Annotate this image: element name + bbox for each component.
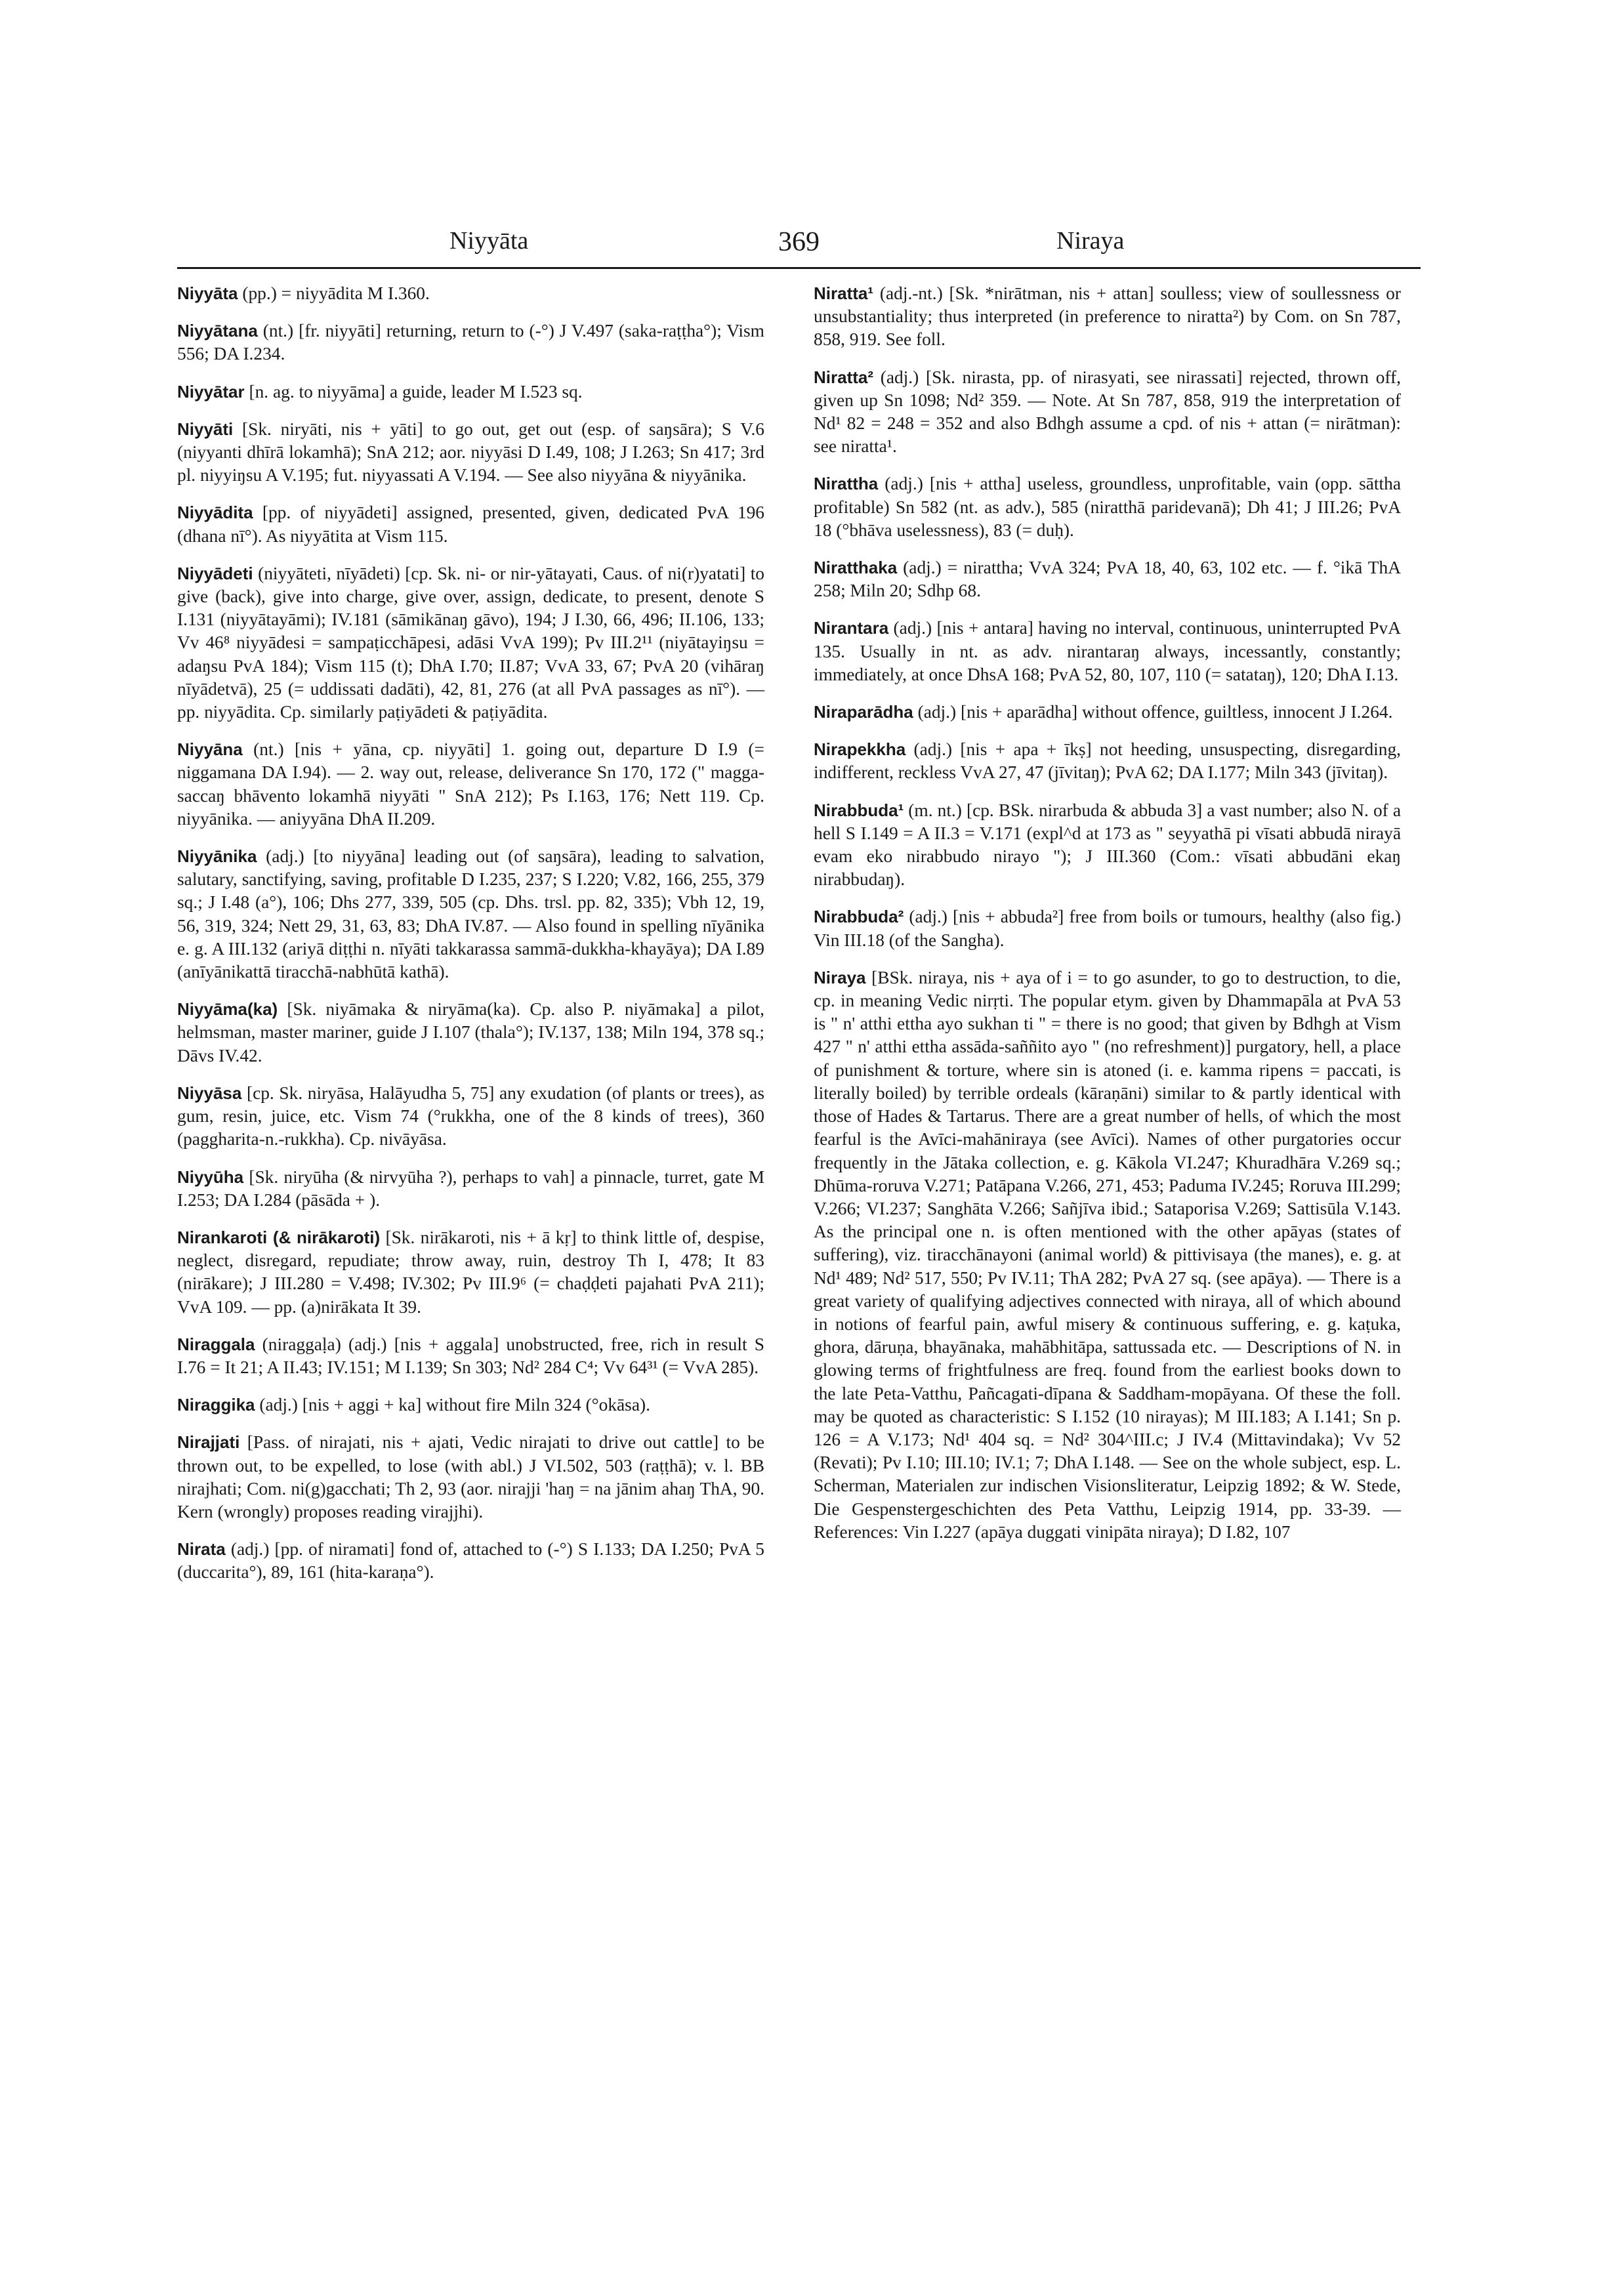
entry-text: (adj.) [nis + attha] useless, groundless, unprofitable, vain (opp. sāttha profitable) Sn 582 (nt. as adv.), 585 (niratthā paridevanā); Dh 41; J III.26; PvA 18 (°bhāva uselessness), 83 (= duḥ). [814,474,1401,540]
entry-text: (adj.) [nis + apa + īkṣ] not heeding, unsuspecting, disregarding, indifferent, reckless VvA 27, 47 (jīvitaŋ); PvA 62; DA I.177; Miln 343 (jīvitaŋ). [814,739,1401,783]
headword: Nirapekkha [814,739,906,760]
entry-text: (adj.) [Sk. nirasta, pp. of nirasyati, see nirassati] rejected, thrown off, given up Sn 1098; Nd² 359. — Note. At Sn 787, 858, 919 the interpretation of Nd¹ 82 = 248 = 352 and also Bdhgh assume a cpd. of nis + attan (= nirātman): see niratta¹. [814,367,1401,457]
entry-text: [Sk. niryūha (& nirvyūha ?), perhaps to vah] a pinnacle, turret, gate M I.253; DA I.284 (pāsāda + ). [177,1167,764,1210]
dictionary-entry [177,845,764,983]
headword: Nirabbuda² [814,907,904,927]
headword: Niratthaka [814,558,898,578]
headword: Niyyātar [177,381,245,402]
entry-text: [Pass. of nirajati, nis + ajati, Vedic nirajati to drive out cattle] to be thrown out, to be expelled, to lose (with abl.) J VI.502, 503 (raṭṭhā); v. l. BB nirajhati; Com. ni(g)gacchati; Th 2, 93 (aor. nirajji 'haŋ = na jānim ahaŋ ThA, 90. Kern (wrongly) proposes reading virajjhi). [177,1432,764,1521]
dictionary-entry [177,320,764,365]
headword: Niraggala [177,1334,255,1354]
headword: Niyyāsa [177,1083,242,1103]
entry-text: (m. nt.) [cp. BSk. nirarbuda & abbuda 3] a vast number; also N. of a hell S I.149 = A II.3 = V.171 (expl^d at 173 as " seyyathā pi vīsati abbudā nirayā evam eko nirabbudo nirayo "); J III.360 (Com.: vīsati abbudāni ekaŋ nirabbudaŋ). [814,800,1401,890]
headword: Niyyāti [177,419,234,439]
headword: Nirabbuda¹ [814,800,904,820]
headword: Niratta² [814,367,874,387]
dictionary-entry [177,1538,764,1584]
entry-text: (adj.) [nis + abbuda²] free from boils or tumours, healthy (also fig.) Vin III.18 (of the Sangha). [814,907,1401,950]
page-header [177,226,1421,266]
right-column [814,282,1401,1558]
entry-text: [Sk. nirākaroti, nis + ā kṛ] to think little of, despise, neglect, disregard, repudiate; throw away, ruin, destroy Th I, 478; It 83 (nirākare); J III.280 = V.498; IV.302; Pv III.9⁶ (= chaḍḍeti pajahati PvA 211); VvA 109. — pp. (a)nirākata It 39. [177,1227,764,1317]
headword: Nirata [177,1539,226,1560]
headword: Nirantara [814,618,889,638]
entry-text: (pp.) = niyyādita M I.360. [238,283,430,303]
dictionary-entry [177,418,764,487]
header-rule [177,267,1421,269]
dictionary-entry [814,366,1401,459]
headword: Niratta¹ [814,283,874,303]
entry-text: (nt.) [nis + yāna, cp. niyyāti] 1. going out, departure D I.9 (= niggamana DA I.94). — 2. way out, release, deliverance Sn 170, 172 (" magga-saccaŋ bhāvento lokamhā niyyāti " SnA 212); Ps I.163, 176; Nett 119. Cp. niyyānika. — aniyyāna DhA II.209. [177,739,764,829]
entry-text: [Sk. niryāti, nis + yāti] to go out, get out (esp. of saŋsāra); S V.6 (niyyanti dhīrā lokamhā); SnA 212; aor. niyyāsi D I.49, 108; J I.263; Sn 417; 3rd pl. niyyiŋsu A V.195; fut. niyyassati A V.194. — See also niyyāna & niyyānika. [177,419,764,486]
entry-text: (nt.) [fr. niyyāti] returning, return to (-°) J V.497 (saka-raṭṭha°); Vism 556; DA I.234. [177,321,764,364]
headword: Niratthа [814,474,879,494]
header-left-word: Niyyāta [449,227,529,255]
entry-text: (adj.-nt.) [Sk. *nirātman, nis + attan] soulless; view of soullessness or unsubstantiality; thus interpreted (in preference to niratta²) by Com. on Sn 787, 858, 919. See foll. [814,283,1401,350]
headword: Niyyāma(ka) [177,999,278,1020]
dictionary-entry [177,1394,764,1416]
entry-text: (adj.) [pp. of niramati] fond of, attached to (-°) S I.133; DA I.250; PvA 5 (duccarita°), 89, 161 (hita-karaṇa°). [177,1539,764,1582]
dictionary-entry [177,738,764,831]
dictionary-entry [177,381,764,403]
dictionary-entry [177,1431,764,1523]
page-number: 369 [778,227,820,257]
headword: Niyyāna [177,739,243,760]
headword: Niyyādita [177,503,253,523]
entry-text: [BSk. niraya, nis + aya of i = to go asunder, to go to destruction, to die, cp. in meaning Vedic nirṛti. The popular etym. given by Dhammapāla at PvA 53 is " n' atthi ettha ayo sukhan ti " = there is no good; that given by Bdhgh at Vism 427 " n' atthi ettha assāda-saññito ayo " (no refreshment)] purgatory, hell, a place of punishment & torture, where sin is atoned (i. e. kamma ripens = paccati, is literally boiled) by terrible ordeals (kāraṇāni) similar to & partly identical with those of Hades & Tartarus. There are a great number of hells, of which the most fearful is the Avīci-mahāniraya (see Avīci). Names of other purgatories occur frequently in the Jātaka collection, e. g. Kākola VI.247; Khuradhāra V.269 sq.; Dhūma-roruva V.271; Patāpana V.266, 271, 453; Paduma IV.245; Roruva III.299; V.266; VI.237; Sanghāta V.266; Sañjīva ibid.; Sataporisa V.269; Sattisūla V.143. As the principal one n. is often mentioned with the other apāyas (states of suffering), viz. tiracchānayoni (animal world) & pittivisaya (the manes), e. g. at Nd¹ 489; Nd² 517, 550; Pv IV.11; ThA 282; PvA 27 sq. (see apāya). — There is a great variety of qualifying adjectives connected with niraya, all of which abound in notions of fearful pain, awful misery & continuous suffering, e. g. kaṭuka, ghora, dāruṇa, bhayānaka, mahābhitāpa, sattussada etc. — Descriptions of N. in glowing terms of frightfulness are freq. found from the earliest books down to the late Peta-Vatthu, Pañcagati-dīpana & Saddham-mopāyana. Of these the foll. may be quoted as characteristic: S I.152 (10 nirayas); M III.183; A I.141; Sn p. 126 = A V.173; Nd¹ 404 sq. = Nd² 304^III.c; J IV.4 (Mittavindaka); Vv 52 (Revati); Pv I.10; III.10; IV.1; 7; DhA I.148. — See on the whole subject, esp. L. Scherman, Materialen zur indischen Visionsliteratur, Leipzig 1892; & W. Stede, Die Gespenstergeschichten des Peta Vatthu, Leipzig 1914, pp. 33-39. — References: Vin I.227 (apāya duggati vinipāta niraya); D I.82, 107 [814,967,1401,1542]
headword: Nirankaroti (& nirākaroti) [177,1227,381,1247]
dictionary-entry [177,1082,764,1151]
dictionary-entry [177,1166,764,1212]
dictionary-entry [814,966,1401,1544]
dictionary-entry [814,701,1401,724]
dictionary-entry [177,562,764,724]
headword: Niraggika [177,1395,255,1415]
entry-text: (niraggaḷa) (adj.) [nis + aggala] unobstructed, free, rich in result S I.76 = It 21; A II.43; IV.151; M I.139; Sn 303; Nd² 284 C⁴; Vv 64³¹ (= VvA 285). [177,1334,764,1377]
dictionary-entry [177,501,764,547]
headword: Nirajjati [177,1432,240,1453]
headword: Niraya [814,967,866,987]
dictionary-entry [814,905,1401,951]
entry-text: (niyyāteti, nīyādeti) [cp. Sk. ni- or nir-yātayati, Caus. of ni(r)yatati] to give (back), give into charge, give over, assign, dedicate, to present, denote S I.131 (niyyātayāmi); IV.181 (sāmikānaŋ gāvo), 194; J I.30, 66, 496; II.106, 133; Vv 46⁸ niyyādesi = sampaṭicchāpesi, adāsi VvA 199); Pv III.2¹¹ (niyātayiŋsu = adaŋsu PvA 184); Vism 115 (t); DhA I.70; II.87; VvA 33, 67; PvA 20 (vihāraŋ nīyādetvā), 25 (= uddissati dadāti), 42, 81, 276 (at all PvA passages as nī°). — pp. niyyādita. Cp. similarly paṭiyādeti & paṭiyādita. [177,563,764,722]
left-column [177,282,764,1599]
dictionary-entry [177,282,764,305]
headword: Niyyānika [177,846,257,867]
entry-text: [pp. of niyyādeti] assigned, presented, given, dedicated PvA 196 (dhana nī°). As niyyātita at Vism 115. [177,503,764,546]
entry-text: (adj.) [to niyyāna] leading out (of saŋsāra), leading to salvation, salutary, sanctifying, saving, profitable D I.235, 237; S I.220; V.82, 166, 255, 379 sq.; J I.48 (a°), 106; Dhs 277, 339, 505 (cp. Dhs. trsl. pp. 82, 335); Vbh 12, 19, 56, 319, 324; Nett 29, 31, 63, 83; DhA IV.87. — Also found in spelling nīyānika e. g. A III.132 (ariyā diṭṭhi n. nīyāti takkarassa sammā-dukkha-khayāya); DA I.89 (anīyānikattā tiracchā-nabhūtā kathā). [177,846,764,982]
dictionary-entry [814,617,1401,686]
dictionary-entry [177,1226,764,1319]
dictionary-entry [814,556,1401,602]
header-right-word: Niraya [1056,227,1125,255]
dictionary-entry [814,738,1401,784]
dictionary-entry [814,282,1401,352]
dictionary-entry [814,472,1401,542]
headword: Niraparādha [814,702,913,722]
entry-text: [cp. Sk. niryāsa, Halāyudha 5, 75] any exudation (of plants or trees), as gum, resin, juice, etc. Vism 74 (°rukkha, one of the 8 kinds of trees), 360 (paggharita-n.-rukkha). Cp. nivāyāsa. [177,1083,764,1149]
headword: Niyyūha [177,1167,244,1187]
entry-text: [Sk. niyāmaka & niryāma(ka). Cp. also P. niyāmaka] a pilot, helmsman, master mariner, guide J I.107 (thala°); IV.137, 138; Miln 194, 378 sq.; Dāvs IV.42. [177,999,764,1065]
headword: Niyyāta [177,283,238,303]
entry-text: (adj.) [nis + aparādha] without offence, guiltless, innocent J I.264. [913,702,1393,722]
dictionary-entry [814,799,1401,892]
entry-text: (adj.) [nis + aggi + ka] without fire Miln 324 (°okāsa). [255,1395,650,1415]
entry-text: (adj.) = nirattha; VvA 324; PvA 18, 40, 63, 102 etc. — f. °ikā ThA 258; Miln 20; Sdhp 68. [814,558,1401,601]
headword: Niyyātana [177,321,258,341]
dictionary-entry [177,1333,764,1379]
entry-text: [n. ag. to niyyāma] a guide, leader M I.523 sq. [244,381,583,402]
dictionary-entry [177,998,764,1067]
headword: Niyyādeti [177,563,253,583]
entry-text: (adj.) [nis + antara] having no interval, continuous, uninterrupted PvA 135. Usually in nt. as adv. nirantaraŋ always, incessantly, constantly; immediately, at once DhsA 168; PvA 52, 80, 107, 110 (= satataŋ), 120; DhA I.13. [814,618,1401,684]
